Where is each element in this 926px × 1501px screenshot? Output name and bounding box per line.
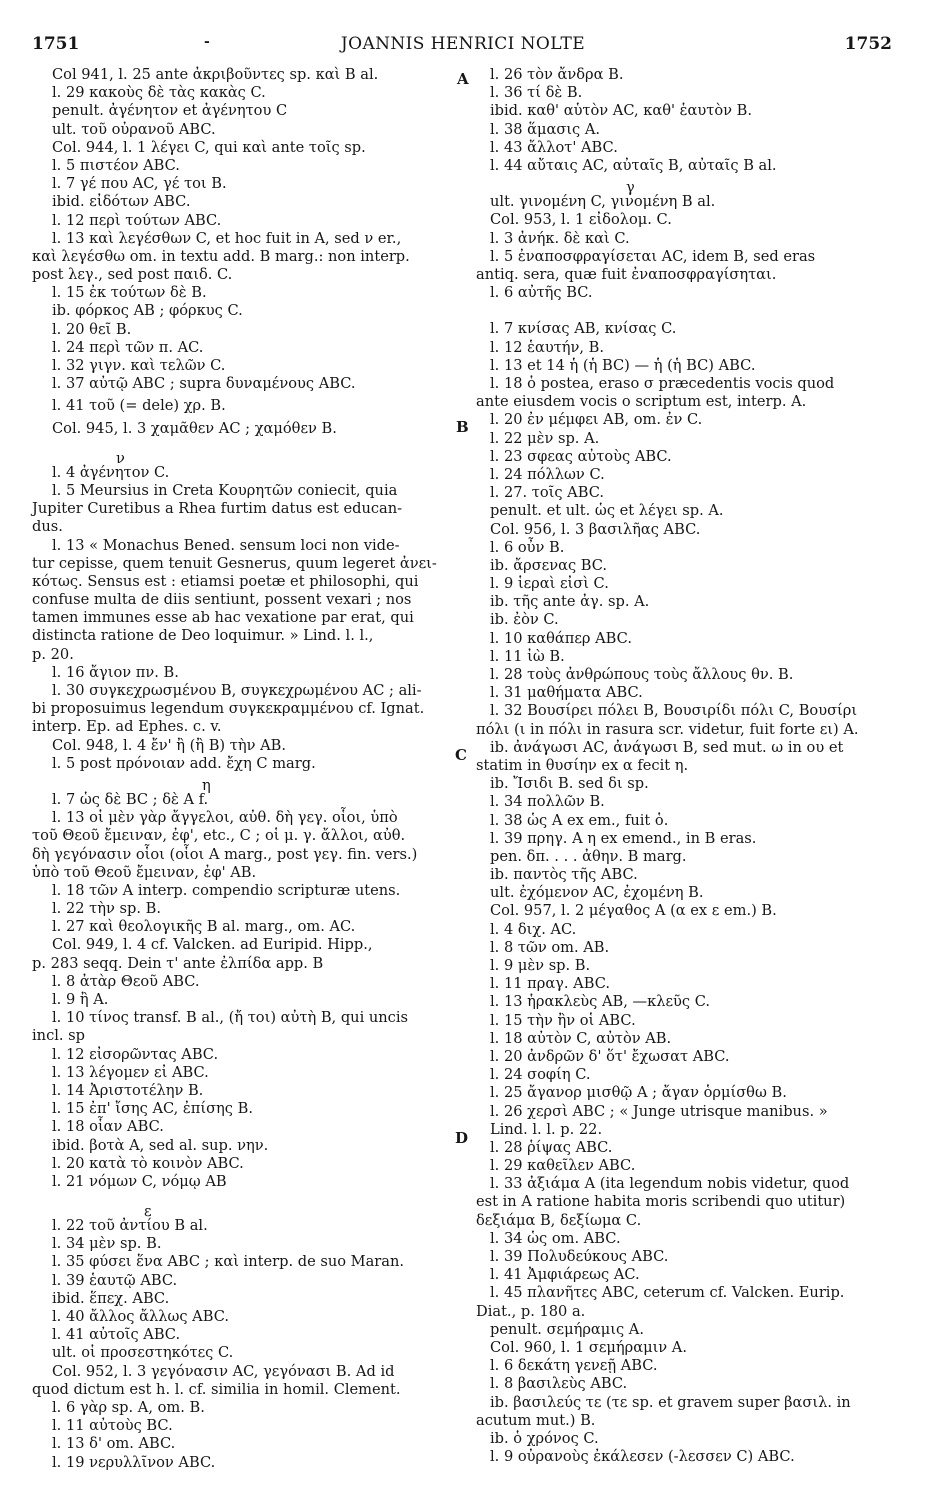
note-line: quod dictum est h. l. cf. similia in homil. Clement. (32, 1380, 401, 1398)
note-line: l. 20 κατὰ τὸ κοινὸν ABC. (52, 1154, 244, 1172)
note-line: p. 283 seqq. Dein τ' ante ἐλπίδα app. B (32, 954, 324, 972)
note-line: l. 34 ὡς om. ABC. (490, 1229, 621, 1247)
note-line: ibid. βοτὰ A, sed al. sup. νην. (52, 1136, 269, 1154)
note-line: penult. σεμήραμις A. (490, 1320, 644, 1338)
note-line: l. 44 αὔταις AC, αὐταῖς B, αὐταῖς B al. (490, 156, 777, 174)
note-line: ib. ἀνάγωσι AC, ἀνάγωσι B, sed mut. ω in ου et (490, 738, 844, 756)
note-line: l. 13 ἡρακλεὺς AB, —κλεῦς C. (490, 993, 710, 1011)
superscript-correction: η (202, 776, 211, 794)
note-line: l. 4 ἀγένητον C. (52, 463, 170, 481)
superscript-correction: ν (116, 449, 125, 467)
note-line: l. 11 αὐτοὺς BC. (52, 1417, 173, 1435)
note-line: l. 10 καθάπερ ABC. (490, 629, 632, 647)
note-line: l. 9 ἱεραὶ εἰσὶ C. (490, 575, 609, 593)
note-line: Lind. l. l. p. 22. (490, 1120, 603, 1138)
note-line: l. 9 ἢ A. (52, 991, 109, 1008)
right-column (476, 66, 894, 1466)
note-line: l. 40 ἄλλος ἄλλως ABC. (52, 1308, 229, 1325)
note-line: l. 26 χερσὶ ABC ; « Junge utrisque manibus. » (490, 1102, 828, 1120)
note-line: πόλι (ι in πόλι in rasura scr. videtur, fuit forte ει) A. (476, 720, 859, 738)
note-line: l. 20 ἀνδρῶν δ' ὅτ' ἔχωσατ ABC. (490, 1047, 730, 1065)
header-mark: - (204, 34, 210, 50)
note-line: l. 24 περὶ τῶν π. AC. (52, 338, 204, 356)
margin-letter-b: B (456, 418, 469, 436)
note-line: ib. τῆς ante ἀγ. sp. A. (490, 593, 650, 611)
note-line: l. 13 λέγομεν εἰ ABC. (52, 1063, 209, 1081)
note-line: l. 36 τί δὲ B. (490, 84, 583, 102)
note-line: l. 37 αὐτῷ ABC ; supra δυναμένους ABC. (52, 375, 356, 393)
note-line: l. 9 οὐρανοὺς ἐκάλεσεν (-λεσσεν C) ABC. (490, 1448, 795, 1466)
note-line: l. 5 post πρόνοιαν add. ἔχη C marg. (52, 754, 316, 772)
note-line: ibid. ἕπεχ. ABC. (52, 1289, 170, 1307)
note-line: κότως. Sensus est : etiamsi poetæ et philosophi, qui (32, 572, 419, 590)
note-line: ibid. εἰδότων ABC. (52, 193, 191, 211)
note-line: l. 25 ἄγανορ μισθῷ A ; ἄγαν ὁρμίσθω B. (490, 1084, 787, 1102)
note-line: l. 5 ἐναποσφραγίσεται AC, idem B, sed eras (490, 247, 816, 265)
note-line: ib. παντὸς τῆς ABC. (490, 866, 638, 884)
spacer (476, 302, 894, 320)
note-line: l. 34 μὲν sp. B. (52, 1235, 162, 1253)
note-line: confuse multa de diis sentiunt, possent vexari ; nos (32, 591, 412, 609)
superscript-correction: ε (144, 1203, 152, 1221)
note-line: l. 31 μαθήματα ABC. (490, 684, 643, 702)
margin-letter-a: A (457, 70, 469, 88)
note-line: l. 13 οἱ μὲν γὰρ ἄγγελοι, αὐθ. δὴ γεγ. οἷοι, ὑπὸ (52, 809, 398, 827)
note-line: l. 41 αὐτοῖς ABC. (52, 1326, 181, 1344)
note-line: καὶ λεγέσθω om. in textu add. B marg.: non interp. (32, 247, 410, 265)
note-line: l. 39 πρηγ. A η ex emend., in B eras. (490, 829, 757, 847)
note-line: l. 22 μὲν sp. A. (490, 429, 600, 447)
note-line: penult. et ult. ὡς et λέγει sp. A. (490, 502, 724, 520)
note-line: l. 20 ἐν μέμφει AB, om. ἐν C. (490, 411, 703, 429)
note-line: l. 13 et 14 ἡ (ἡ BC) — ἡ (ἡ BC) ABC. (490, 356, 756, 374)
note-line: l. 12 ἑαυτήν, B. (490, 338, 605, 356)
note-line: l. 41 τοῦ (= dele) χρ. B. (52, 397, 226, 415)
note-line: l. 29 κακοὺς δὲ τὰς κακὰς C. (52, 84, 266, 102)
note-line: Col. 949, l. 4 cf. Valcken. ad Euripid. Hipp., (52, 936, 373, 954)
note-line: Col. 948, l. 4 ἔν' ἢ (ἢ B) τὴν AB. (52, 736, 286, 754)
note-line: l. 15 ἐκ τούτων δὲ B. (52, 284, 207, 302)
note-line: l. 26 τὸν ἄνδρα B. (490, 66, 624, 83)
note-line: l. 34 πολλῶν B. (490, 793, 605, 811)
note-line: statim in θυσίην ex α fecit η. (476, 756, 689, 774)
note-line: l. 6 οὖν B. (490, 538, 565, 556)
note-line: incl. sp (32, 1027, 86, 1045)
note-line: l. 23 σφεας αὐτοὺς ABC. (490, 447, 672, 465)
note-line: l. 13 καὶ λεγέσθων C, et hoc fuit in A, sed ν er., (52, 229, 402, 247)
note-line: l. 38 ἅμασις A. (490, 120, 601, 138)
note-line: l. 15 ἐπ' ἴσης AC, ἐπίσης B. (52, 1100, 253, 1118)
left-column (32, 66, 448, 1472)
note-line: tur cepisse, quem tenuit Gesnerus, quum legeret ἀνει- (32, 554, 437, 572)
note-line: ib. Ἴσιδι B. sed δι sp. (490, 775, 649, 793)
note-line: post λεγ., sed post παιδ. C. (32, 266, 233, 284)
note-line: l. 21 νόμων C, νόμῳ AB (52, 1172, 227, 1190)
note-line: l. 18 οἷαν ABC. (52, 1118, 164, 1136)
note-line: ibid. καθ' αὑτὸν AC, καθ' ἑαυτὸν B. (490, 102, 752, 120)
note-line: l. 11 ἰὼ B. (490, 647, 565, 665)
note-line: l. 41 Ἀμφιάρεως AC. (490, 1266, 640, 1284)
note-line: l. 28 τοὺς ἀνθρώπους τοὺς ἄλλους θν. B. (490, 666, 794, 683)
note-line: l. 9 μὲν sp. B. (490, 957, 591, 974)
note-line: est in A ratione habita moris scribendi quo utitur) (476, 1193, 846, 1211)
note-line: l. 16 ἄγιον πν. B. (52, 663, 179, 681)
note-line: l. 43 ἄλλοτ' ABC. (490, 138, 618, 156)
note-line: pen. δπ. . . . ἀθην. B marg. (490, 847, 687, 865)
note-line: l. 15 τὴν ἢν οἱ ABC. (490, 1011, 636, 1029)
note-line: ante eiusdem vocis ο scriptum est, interp. A. (476, 393, 807, 411)
note-line: l. 22 τὴν sp. B. (52, 900, 161, 918)
note-line: l. 35 φύσει ἕνα ABC ; καὶ interp. de suo Maran. (52, 1253, 405, 1271)
note-line: l. 13 δ' om. ABC. (52, 1435, 176, 1453)
note-line: l. 14 Ἀριστοτέλην B. (52, 1081, 204, 1099)
right-page-number: 1752 (844, 34, 892, 54)
note-line: l. 20 θεῖ B. (52, 320, 132, 338)
note-line: l. 7 κνίσας AB, κνίσας C. (490, 320, 677, 338)
note-line: penult. ἀγένητον et ἀγένητου C (52, 102, 288, 120)
margin-letter-d: D (455, 1129, 469, 1147)
note-line: l. 12 εἰσορῶντας ABC. (52, 1045, 219, 1063)
note-line: Col. 945, l. 3 χαμᾶθεν AC ; χαμόθεν B. (52, 419, 337, 437)
note-line: bi proposuimus legendum συγκεκραμμένου cf. Ignat. (32, 700, 425, 718)
note-line: l. 5 Meursius in Creta Κουρητῶν coniecit, quia (52, 481, 398, 499)
note-line: l. 45 πλανῆτες ABC, ceterum cf. Valcken. Eurip. (490, 1284, 845, 1302)
note-line: ult. τοῦ οὐρανοῦ ABC. (52, 120, 216, 138)
note-line: tamen immunes esse ab hac vexatione par erat, qui (32, 609, 414, 627)
note-line: δὴ γεγόνασιν οἷοι (οἷοι A marg., post γεγ. fin. vers.) (32, 845, 418, 863)
note-line: Diat., p. 180 a. (476, 1302, 586, 1320)
note-line: l. 5 πιστέον ABC. (52, 156, 180, 174)
note-line: δεξιάμα B, δεξίωμα C. (476, 1211, 642, 1229)
note-line: l. 18 ὁ postea, eraso σ præcedentis vocis quod (490, 375, 835, 392)
note-line: l. 18 τῶν A interp. compendio scripturæ utens. (52, 881, 401, 899)
note-line: l. 6 αὐτῆς BC. (490, 284, 593, 302)
note-line: l. 8 ἀτὰρ Θεοῦ ABC. (52, 972, 200, 990)
note-line: l. 27 καὶ θεολογικῆς B al. marg., om. AC. (52, 918, 356, 936)
note-line: l. 28 ῥίψας ABC. (490, 1138, 613, 1156)
note-line: l. 32 Βουσίρει πόλει B, Βουσιρίδι πόλι C, Βουσίρι (490, 702, 858, 720)
note-line: l. 33 ἀξιάμα A (ita legendum nobis videtur, quod (490, 1175, 850, 1193)
note-line: l. 39 ἑαυτῷ ABC. (52, 1271, 178, 1289)
note-line: p. 20. (32, 645, 74, 663)
note-line: l. 3 ἀνήκ. δὲ καὶ C. (490, 229, 630, 247)
note-line: ult. ἐχόμενον AC, ἐχομένη B. (490, 884, 704, 902)
note-line: Jupiter Curetibus a Rhea furtim datus est educan- (32, 500, 403, 518)
note-line: l. 30 συγκεχρωσμένου B, συγκεχρωμένου AC ; ali- (52, 682, 422, 699)
note-line: acutum mut.) B. (476, 1411, 596, 1429)
note-line: Col. 960, l. 1 σεμήραμιν A. (490, 1338, 687, 1356)
note-line: dus. (32, 518, 63, 536)
note-line: ib. φόρκος AB ; φόρκυς C. (52, 302, 243, 320)
note-line: l. 11 πραγ. ABC. (490, 975, 610, 993)
note-line: ib. ἄρσενας BC. (490, 556, 608, 574)
note-line: l. 10 τίνος transf. B al., (ἤ τοι) αὐτὴ B, qui uncis (52, 1009, 409, 1027)
note-line: l. 32 γιγν. καὶ τελῶν C. (52, 357, 226, 374)
note-line: l. 27. τοῖς ABC. (490, 484, 605, 502)
note-line: l. 13 « Monachus Bened. sensum loci non vide- (52, 536, 400, 554)
note-line: ib. βασιλεύς τε (τε sp. et gravem super βασιλ. in (490, 1393, 851, 1411)
note-line: l. 6 γὰρ sp. A, om. B. (52, 1398, 205, 1416)
note-line: ult. γινομένη C, γινομένη B al. (490, 193, 716, 211)
note-line: l. 6 δεκάτη γενεῇ ABC. (490, 1357, 658, 1375)
note-line: l. 22 τοῦ ἀντίου B al. (52, 1217, 208, 1235)
note-line: l. 4 διχ. AC. (490, 920, 577, 938)
note-line: l. 24 πόλλων C. (490, 465, 605, 483)
note-line: l. 7 γέ που AC, γέ τοι B. (52, 175, 227, 193)
note-line: ὑπὸ τοῦ Θεοῦ ἔμειναν, ἐφ' AB. (32, 863, 257, 881)
note-line: l. 24 σοφίη C. (490, 1066, 591, 1084)
note-line: l. 29 καθεῖλεν ABC. (490, 1157, 636, 1175)
margin-letter-c: C (455, 746, 467, 764)
note-line: Col 941, l. 25 ante ἀκριβοῦντες sp. καὶ B al. (52, 66, 379, 83)
note-line: l. 19 νερυλλῖνον ABC. (52, 1453, 216, 1471)
note-line: antiq. sera, quæ fuit ἐναποσφραγίσηται. (476, 265, 777, 283)
left-page-number: 1751 (32, 34, 80, 54)
note-line: Col. 952, l. 3 γεγόνασιν AC, γεγόνασι B. Ad id (52, 1362, 395, 1380)
page-header (0, 34, 926, 58)
running-title: JOANNIS HENRICI NOLTE (340, 34, 586, 54)
note-line: Col. 957, l. 2 μέγαθος A (α ex ε em.) B. (490, 902, 777, 920)
note-line: l. 8 τῶν om. AB. (490, 938, 610, 956)
note-line: l. 38 ὡς A ex em., fuit ὁ. (490, 811, 669, 829)
superscript-correction: γ (626, 179, 635, 197)
note-line: l. 7 ὡς δὲ BC ; δὲ A f. (52, 790, 209, 808)
note-line: Col. 953, l. 1 εἰδολομ. C. (490, 211, 672, 229)
note-line: Col. 944, l. 1 λέγει C, qui καὶ ante τοῖς sp. (52, 138, 366, 156)
note-line: l. 39 Πολυδεύκους ABC. (490, 1248, 669, 1265)
note-line: l. 18 αὐτὸν C, αὐτὸν AB. (490, 1029, 672, 1047)
note-line: ib. ὁ χρόνος C. (490, 1429, 599, 1447)
note-line: interp. Ep. ad Ephes. c. v. (32, 718, 222, 736)
note-line: Col. 956, l. 3 βασιλῆας ABC. (490, 520, 701, 538)
note-line: τοῦ Θεοῦ ἔμειναν, ἐφ', etc., C ; οἱ μ. γ. ἄλλοι, αὐθ. (32, 827, 406, 845)
note-line: ult. οἱ προσεστηκότες C. (52, 1344, 234, 1362)
note-line: l. 8 βασιλεὺς ABC. (490, 1375, 628, 1393)
note-line: l. 12 περὶ τούτων ABC. (52, 211, 222, 229)
note-line: ib. ἐὸν C. (490, 611, 559, 629)
note-line: distincta ratione de Deo loquimur. » Lind. l. l., (32, 627, 374, 645)
